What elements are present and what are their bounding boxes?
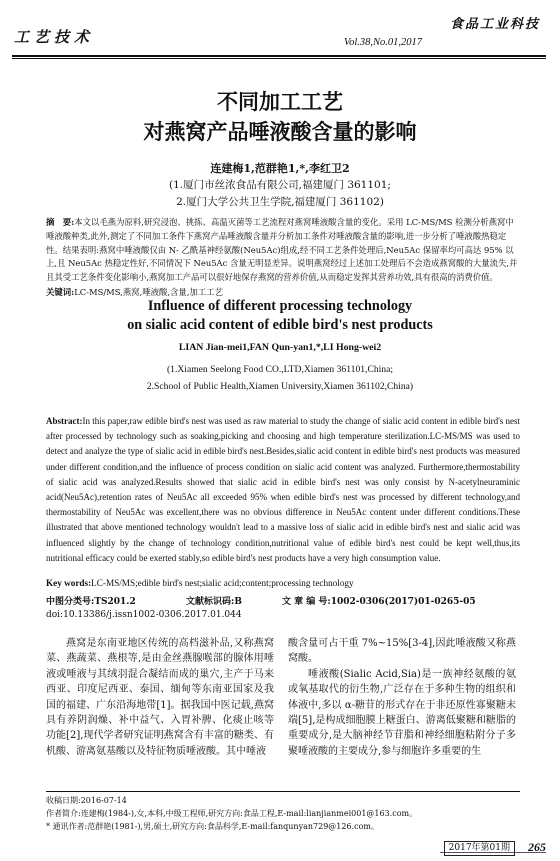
authors-cn: 连建梅1,范群艳1,*,李红卫2 [210, 162, 350, 175]
doi: doi:10.13386/j.issn1002-0306.2017.01.044 [46, 610, 242, 620]
keywords-cn-label: 关键词: [46, 287, 75, 297]
section-label: 工艺技术 [14, 28, 95, 46]
keywords-cn-text: LC-MS/MS,燕窝,唾液酸,含量,加工工艺 [74, 287, 223, 297]
affiliation-en-1: (1.Xiamen Seelong Food CO.,LTD,Xiamen 361101,China; [166, 364, 394, 375]
clc-number: 中图分类号:TS201.2 [46, 597, 136, 607]
body-paragraph: 燕窝是东南亚地区传统的高档滋补品,又称燕窝菜、燕蔬菜、燕根等,是由金丝燕腺喉部的腺体用唾液或唾液与其绒羽混合凝结而成的巢穴,主产于马来西亚、印度尼西亚、泰国、缅甸等东南亚国家及我国的福建、广东沿海地带[1]。据我国中医记载,燕窝具有养阴润燥、补中益气、入胃补脾、化痰止咳等功能[2],现代学者研究证明燕窝含有丰富的糖类、有机酸、游离氨基酸以及特征物质唾液酸。其中唾液 [46, 638, 274, 757]
abstract-cn-text: 本文以毛燕为原料,研究浸泡、挑拣、高温灭菌等工艺流程对燕窝唾液酸含量的变化。采用 LC-MS/MS 检测分析燕窝中唾液酸种类,此外,测定了不同加工条件下燕窝产品唾液酸含量并分析加工条件对唾液酸含量的影响,进一步分析了唾液酸热稳定性。结果表明:燕窝中唾液酸仅由 N- 乙酰基神经氨酸(Neu5Ac)组成,经不同工艺条件处理后,Neu5Ac 保留率均可高达 95% 以上,且 Neu5Ac 热稳定性好,不同情况下 Neu5Ac 含量无明显差异。说明燕窝经过上述加工处理后不会造成燕窝酸的大量流失,并且其受工艺条件变化影响小,燕窝加工产品可以很好地保存燕窝的营养价值,从而稳定发挥其营养功效,具有很高的消费价值。 [46, 217, 518, 283]
journal-name: 食品工业科技 [449, 17, 540, 32]
header-rule-thin [12, 58, 546, 59]
keywords-en [46, 578, 520, 588]
header-rule [12, 55, 546, 57]
footnote-author: 作者简介:连建梅(1984-),女,本科,中级工程师,研究方向:食品工程,E-mail:lianjianmei001@163.com。 [46, 809, 418, 818]
body-column-right [288, 636, 516, 759]
footer-issue-box: 2017年第01期 [444, 841, 515, 856]
document-code: 文献标识码:B [186, 597, 242, 607]
abstract-cn-label: 摘 要: [46, 217, 75, 227]
abstract-en-label: Abstract: [46, 416, 83, 426]
footnote-received: 收稿日期:2016-07-14 [46, 796, 127, 805]
title-en-line2: on sialic acid content of edible bird's nest products [127, 317, 433, 333]
abstract-en [46, 414, 520, 566]
affiliation-en-2: 2.School of Public Health,Xiamen University,Xiamen 361102,China) [146, 381, 414, 392]
footnote-rule [46, 791, 520, 792]
abstract-cn [46, 216, 520, 285]
page-header [0, 0, 560, 62]
article-number: 文 章 编 号:1002-0306(2017)01-0265-05 [282, 597, 476, 607]
title-cn-line1: 不同加工工艺 [217, 89, 343, 114]
title-en-line1: Influence of different processing technology [147, 298, 413, 314]
body-column-left [46, 636, 274, 759]
affiliation-cn-1: (1.厦门市丝浓食品有限公司,福建厦门 361101; [169, 179, 391, 191]
authors-en: LIAN Jian-mei1,FAN Qun-yan1,*,LI Hong-wei2 [178, 342, 382, 353]
footnote-corresponding: * 通讯作者:范群艳(1981-),男,硕士,研究方向:食品科学,E-mail:fanqunyan729@126.com。 [46, 822, 379, 831]
keywords-en-label: Key words: [46, 578, 92, 588]
issue-line: Vol.38,No.01,2017 [343, 37, 422, 48]
affiliation-cn-2: 2.厦门大学公共卫生学院,福建厦门 361102) [176, 196, 384, 208]
abstract-en-text: In this paper,raw edible bird's nest was used as raw material to study the change of sialic acid content in edible bird's nest after processed by technology such as soaking,picking and choosing and high temperature sterilization.LC-MS/MS was used to detect and analyze the type of sialic acid in edible bird's nest.Besides,sialic acid content in edible bird's nest products was measured under different condition,and the influence of process condition on sialic acid content was analyzed. Furthermore,thermostability of sialic acid was analyzed.Results showed that sialic acid in edible bird's nest was only consist by N-acetylneuraminic acid(Neu5Ac),retention rates of Neu5Ac all exceeded 95% when edible bird's nest was processed by different technology,and thermostability of Neu5Ac was excellent,there was no obvious difference in Neu5Ac content under different conditions.These illustrated that above mentioned technology wouldn't lead to a massive loss of sialic acid in edible bird's nest and sialic acid was influenced slightly by the change of technology condition,nutritional value of edible bird's nest could be kept well,thus,its nutritional efficacy could be exerted stably,so edible bird's nest products have a very high consumption value. [46, 416, 520, 563]
body-paragraph: 唾液酸(Sialic Acid,Sia)是一族神经氨酸的氨或氧基取代的衍生物,广泛存在于多种生物的组织和体液中,多以 α-糖苷的形式存在于非还原性寡聚糖末端[5],是构成细胞膜上糖蛋白、游离低聚糖和糖脂的重要成分,是大脑神经节苷脂和神经细胞粘附分子多聚唾液酸的主要成分,参与细胞许多重要的生 [288, 668, 516, 757]
body-paragraph: 酸含量可占干重 7%~15%[3-4],因此唾液酸又称燕窝酸。 [288, 638, 516, 665]
page-number: 265 [528, 840, 546, 854]
keywords-en-text: LC-MS/MS;edible bird's nest;sialic acid;content;processing technology [91, 578, 354, 588]
title-cn-line2: 对燕窝产品唾液酸含量的影响 [143, 119, 417, 144]
